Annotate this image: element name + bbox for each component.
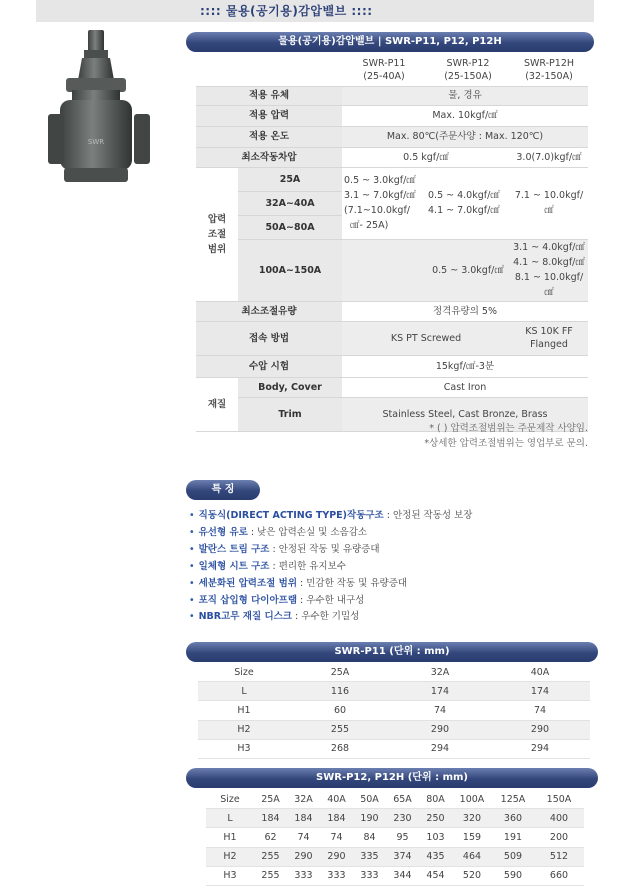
table-cell: 62 [254, 828, 287, 847]
table-cell: KS PT Screwed [342, 321, 510, 355]
table-cell: 174 [490, 682, 590, 701]
table-cell: 333 [353, 866, 386, 885]
table-cell: 32A~40A [238, 191, 342, 215]
table-cell: H2 [206, 847, 254, 866]
table-cell: 0.5 ~ 3.0kgf/㎠ 3.1 ~ 7.0kgf/㎠ (7.1~10.0kgf/ ㎠- 25A) [342, 167, 426, 239]
table-cell: 590 [492, 866, 534, 885]
table-cell: 184 [287, 809, 320, 828]
table-cell: SWR-P12 (25-150A) [426, 54, 510, 86]
table-cell: 660 [534, 866, 584, 885]
table-cell: 255 [290, 720, 390, 739]
valve-product-image [46, 28, 152, 188]
table-cell: H3 [198, 739, 290, 758]
table-cell: 230 [386, 809, 419, 828]
table-cell: 74 [390, 701, 490, 720]
table-row [196, 147, 588, 167]
table-cell: 184 [320, 809, 353, 828]
table-cell: 509 [492, 847, 534, 866]
table-cell: 294 [390, 739, 490, 758]
list-item: • 직동식(DIRECT ACTING TYPE)작동구조 : 안정된 작동성 보장 [189, 508, 472, 525]
table-cell [342, 239, 426, 301]
dim-table-p11-header: SWR-P11 (단위 : mm) [186, 642, 598, 662]
table-cell: 25A [254, 790, 287, 809]
dim-table-p12 [206, 790, 584, 886]
list-item: • NBR고무 재질 디스크 : 우수한 기밀성 [189, 609, 472, 626]
table-row [196, 54, 588, 86]
table-cell: 95 [386, 828, 419, 847]
table-cell: 40A [490, 663, 590, 682]
table-cell: Stainless Steel, Cast Bronze, Brass [342, 397, 588, 431]
table-row [198, 720, 590, 739]
table-cell: 물, 경유 [342, 86, 588, 105]
table-cell: 344 [386, 866, 419, 885]
table-cell: 50A~80A [238, 215, 342, 239]
table-cell: 435 [419, 847, 452, 866]
table-row [196, 321, 588, 355]
table-cell: L [206, 809, 254, 828]
table-cell: Trim [238, 397, 342, 431]
table-cell: 0.5 ~ 3.0kgf/㎠ [426, 239, 510, 301]
table-row [198, 701, 590, 720]
table-row [206, 790, 584, 809]
table-cell: 74 [490, 701, 590, 720]
table-cell: 250 [419, 809, 452, 828]
table-cell: Max. 80℃(주문사양 : Max. 120℃) [342, 126, 588, 147]
table-cell: 294 [490, 739, 590, 758]
table-cell: 3.1 ~ 4.0kgf/㎠ 4.1 ~ 8.0kgf/㎠ 8.1 ~ 10.0kgf/ ㎠ [510, 239, 588, 301]
table-cell: 290 [490, 720, 590, 739]
table-cell: 290 [320, 847, 353, 866]
table-cell: 464 [452, 847, 492, 866]
svg-text:SWR: SWR [87, 138, 105, 146]
table-cell: 25A [290, 663, 390, 682]
table-cell: 255 [254, 866, 287, 885]
table-cell: 103 [419, 828, 452, 847]
table-cell: Cast Iron [342, 377, 588, 397]
spec-table [196, 54, 588, 432]
table-row [206, 866, 584, 885]
table-cell: 116 [290, 682, 390, 701]
table-cell: 80A [419, 790, 452, 809]
note-custom: * ( ) 압력조절범위는 주문제작 사양임. [429, 423, 588, 434]
table-cell: Size [198, 663, 290, 682]
table-cell: 190 [353, 809, 386, 828]
table-cell: 360 [492, 809, 534, 828]
table-cell: 335 [353, 847, 386, 866]
table-cell: 84 [353, 828, 386, 847]
table-cell: 32A [287, 790, 320, 809]
table-cell: 320 [452, 809, 492, 828]
table-cell: 최소조절유량 [196, 301, 342, 321]
features-list [189, 508, 472, 626]
table-cell: 정격유량의 5% [342, 301, 588, 321]
features-title: 특 징 [186, 480, 260, 500]
table-cell: 25A [238, 167, 342, 191]
table-cell: 0.5 ~ 4.0kgf/㎠ 4.1 ~ 7.0kgf/㎠ [426, 167, 510, 239]
table-cell [196, 54, 342, 86]
table-row [196, 239, 588, 301]
table-cell: 0.5 kgf/㎠ [342, 147, 510, 167]
table-cell: 최소작동차압 [196, 147, 342, 167]
table-cell: 74 [287, 828, 320, 847]
table-cell: Size [206, 790, 254, 809]
table-cell: 100A [452, 790, 492, 809]
table-cell: 적용 압력 [196, 105, 342, 126]
table-cell: 125A [492, 790, 534, 809]
table-cell: 적용 유체 [196, 86, 342, 105]
table-cell: 454 [419, 866, 452, 885]
table-cell: H2 [198, 720, 290, 739]
table-cell: H1 [198, 701, 290, 720]
list-item: • 유선형 유로 : 낮은 압력손실 및 소음감소 [189, 525, 472, 542]
table-cell: Body, Cover [238, 377, 342, 397]
table-row [196, 105, 588, 126]
note-inquiry: *상세한 압력조절범위는 영업부로 문의. [424, 438, 588, 449]
table-row [196, 377, 588, 397]
table-cell: 374 [386, 847, 419, 866]
table-cell: 174 [390, 682, 490, 701]
table-row [196, 86, 588, 105]
table-cell: 290 [390, 720, 490, 739]
table-cell: 191 [492, 828, 534, 847]
table-cell: 520 [452, 866, 492, 885]
table-cell: Max. 10kgf/㎠ [342, 105, 588, 126]
table-cell: 3.0(7.0)kgf/㎠ [510, 147, 588, 167]
table-cell: 50A [353, 790, 386, 809]
table-cell: 333 [287, 866, 320, 885]
table-row [206, 828, 584, 847]
table-cell: 150A [534, 790, 584, 809]
table-cell: 184 [254, 809, 287, 828]
table-cell: 400 [534, 809, 584, 828]
dim-table-p12-header: SWR-P12, P12H (단위 : mm) [186, 768, 598, 788]
table-cell: SWR-P12H (32-150A) [510, 54, 588, 86]
table-row [196, 355, 588, 377]
table-cell: 74 [320, 828, 353, 847]
table-cell: 40A [320, 790, 353, 809]
table-row [196, 167, 588, 191]
dim-table-p11 [198, 663, 590, 759]
table-row [198, 663, 590, 682]
table-cell: 255 [254, 847, 287, 866]
table-cell: H1 [206, 828, 254, 847]
table-cell: 512 [534, 847, 584, 866]
table-cell: 접속 방법 [196, 321, 342, 355]
table-cell: 적용 온도 [196, 126, 342, 147]
table-cell: KS 10K FF Flanged [510, 321, 588, 355]
table-cell: 65A [386, 790, 419, 809]
table-cell: 268 [290, 739, 390, 758]
table-row [198, 739, 590, 758]
list-item: • 포직 삽입형 다이아프램 : 우수한 내구성 [189, 593, 472, 610]
table-row [206, 809, 584, 828]
spec-table-header: 물용(공기용)감압밸브 | SWR-P11, P12, P12H [186, 32, 594, 52]
table-row [196, 126, 588, 147]
table-cell: 재질 [196, 377, 238, 431]
table-cell: H3 [206, 866, 254, 885]
title-bar [36, 0, 594, 22]
page-title: :::: 물용(공기용)감압밸브 :::: [200, 4, 373, 18]
table-cell: 200 [534, 828, 584, 847]
table-cell: 159 [452, 828, 492, 847]
table-row [206, 847, 584, 866]
adjust-range-label: 압력 조절 범위 [196, 167, 238, 301]
list-item: • 일체형 시트 구조 : 편리한 유지보수 [189, 559, 472, 576]
table-cell: SWR-P11 (25-40A) [342, 54, 426, 86]
table-row [196, 301, 588, 321]
table-cell: 수압 시험 [196, 355, 342, 377]
table-cell: 333 [320, 866, 353, 885]
table-cell: 290 [287, 847, 320, 866]
list-item: • 발란스 트림 구조 : 안정된 작동 및 유량증대 [189, 542, 472, 559]
table-row [198, 682, 590, 701]
list-item: • 세분화된 압력조절 범위 : 민감한 작동 및 유량증대 [189, 576, 472, 593]
table-cell: 15kgf/㎠-3분 [342, 355, 588, 377]
table-cell: 100A~150A [238, 239, 342, 301]
table-cell: L [198, 682, 290, 701]
table-cell: 32A [390, 663, 490, 682]
table-cell: 60 [290, 701, 390, 720]
table-cell: 7.1 ~ 10.0kgf/ ㎠ [510, 167, 588, 239]
